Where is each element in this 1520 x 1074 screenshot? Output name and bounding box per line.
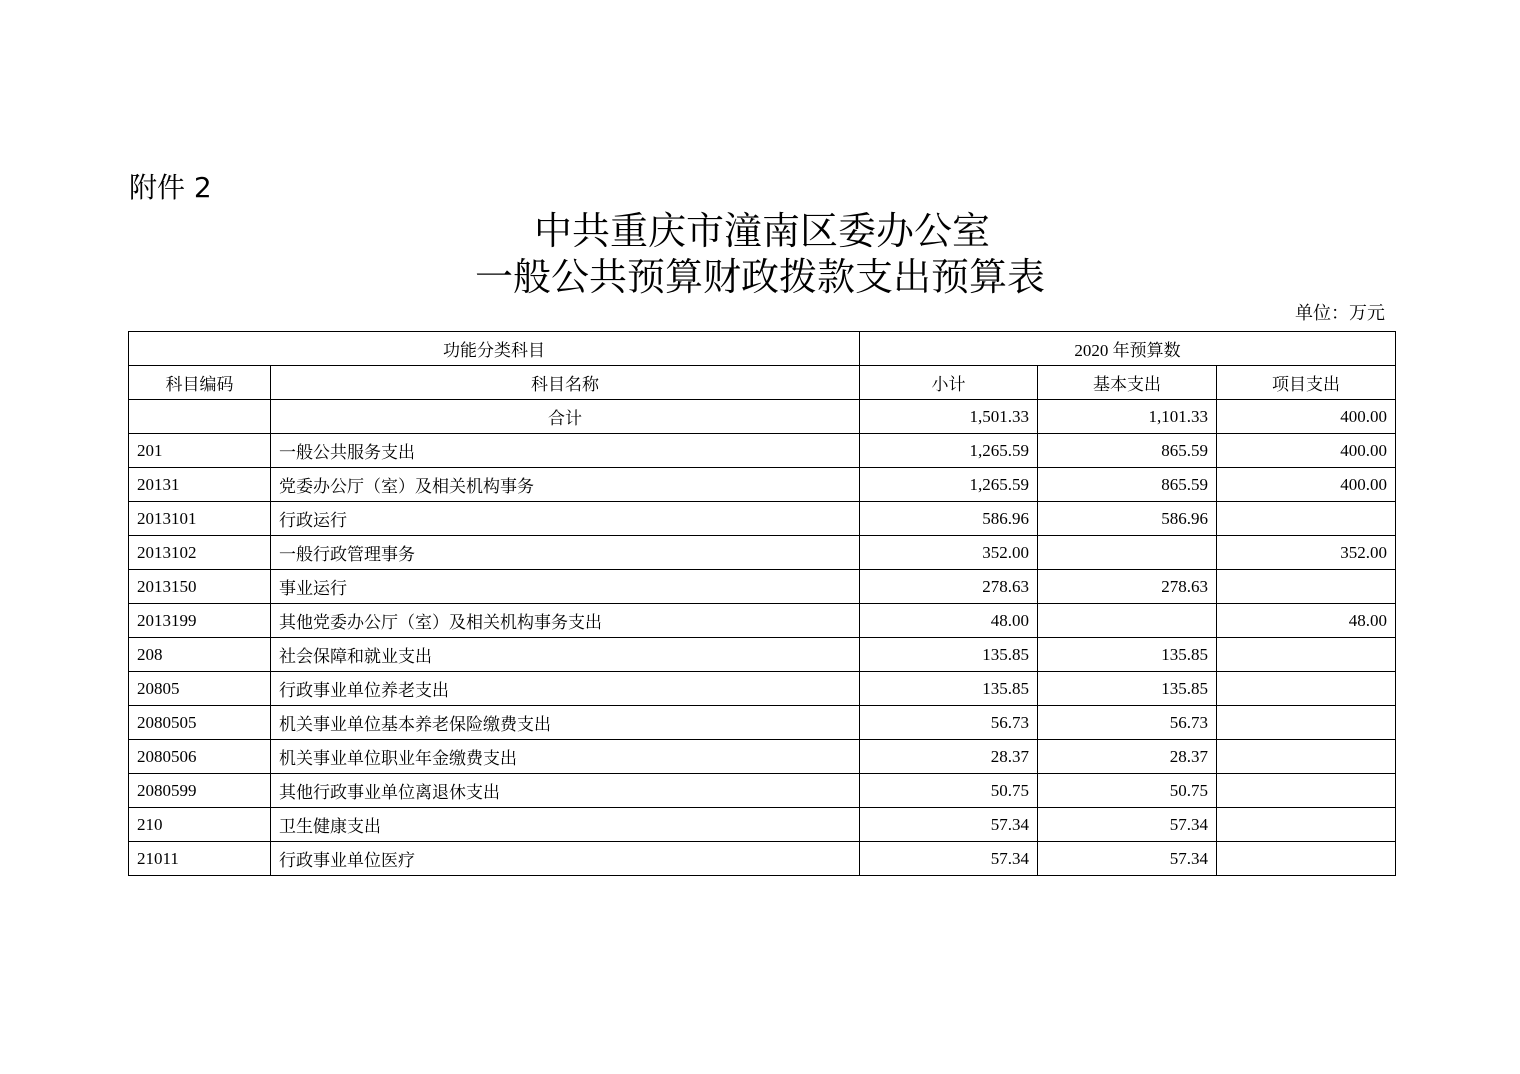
function-category-header: 功能分类科目 — [129, 332, 860, 366]
code-cell: 20805 — [129, 672, 271, 706]
basic-cell: 57.34 — [1038, 808, 1217, 842]
basic-cell: 865.59 — [1038, 434, 1217, 468]
total-basic-cell: 1,101.33 — [1038, 400, 1217, 434]
table-row — [129, 434, 1396, 468]
document-title-line2: 一般公共预算财政拨款支出预算表 — [474, 255, 1045, 299]
table-row — [129, 808, 1396, 842]
basic-column-header: 基本支出 — [1038, 366, 1217, 400]
table-row — [129, 638, 1396, 672]
name-cell: 一般公共服务支出 — [271, 434, 860, 468]
group-header-row — [129, 332, 1396, 366]
code-column-header: 科目编码 — [129, 366, 271, 400]
project-cell — [1217, 672, 1396, 706]
name-cell: 卫生健康支出 — [271, 808, 860, 842]
basic-cell: 586.96 — [1038, 502, 1217, 536]
code-cell: 2080599 — [129, 774, 271, 808]
project-cell: 352.00 — [1217, 536, 1396, 570]
unit-label: 单位：万元 — [1295, 303, 1385, 324]
code-cell: 21011 — [129, 842, 271, 876]
project-column-header: 项目支出 — [1217, 366, 1396, 400]
table-row — [129, 468, 1396, 502]
table-row — [129, 570, 1396, 604]
project-cell — [1217, 842, 1396, 876]
table-row — [129, 740, 1396, 774]
name-cell: 机关事业单位职业年金缴费支出 — [271, 740, 860, 774]
code-cell: 2013150 — [129, 570, 271, 604]
table-row — [129, 842, 1396, 876]
code-cell: 208 — [129, 638, 271, 672]
project-cell: 48.00 — [1217, 604, 1396, 638]
name-cell: 社会保障和就业支出 — [271, 638, 860, 672]
subtotal-cell: 48.00 — [860, 604, 1038, 638]
project-cell — [1217, 774, 1396, 808]
project-cell — [1217, 502, 1396, 536]
table-row — [129, 672, 1396, 706]
name-cell: 事业运行 — [271, 570, 860, 604]
code-cell: 201 — [129, 434, 271, 468]
basic-cell: 56.73 — [1038, 706, 1217, 740]
basic-cell — [1038, 536, 1217, 570]
budget-table — [128, 331, 1396, 876]
subtotal-cell: 278.63 — [860, 570, 1038, 604]
name-cell: 行政事业单位养老支出 — [271, 672, 860, 706]
column-header-row — [129, 366, 1396, 400]
table-row — [129, 604, 1396, 638]
subtotal-column-header: 小计 — [860, 366, 1038, 400]
code-cell: 2080505 — [129, 706, 271, 740]
name-cell: 行政事业单位医疗 — [271, 842, 860, 876]
table-row — [129, 502, 1396, 536]
name-column-header: 科目名称 — [271, 366, 860, 400]
basic-cell: 28.37 — [1038, 740, 1217, 774]
table-row — [129, 536, 1396, 570]
code-cell: 2013102 — [129, 536, 271, 570]
total-label-cell: 合计 — [271, 400, 860, 434]
table-row — [129, 774, 1396, 808]
project-cell — [1217, 706, 1396, 740]
code-cell: 20131 — [129, 468, 271, 502]
total-project-cell: 400.00 — [1217, 400, 1396, 434]
name-cell: 行政运行 — [271, 502, 860, 536]
basic-cell: 135.85 — [1038, 638, 1217, 672]
project-cell — [1217, 808, 1396, 842]
code-cell: 2080506 — [129, 740, 271, 774]
code-cell: 2013101 — [129, 502, 271, 536]
table-row — [129, 706, 1396, 740]
project-cell — [1217, 740, 1396, 774]
subtotal-cell: 57.34 — [860, 808, 1038, 842]
subtotal-cell: 28.37 — [860, 740, 1038, 774]
basic-cell: 50.75 — [1038, 774, 1217, 808]
subtotal-cell: 1,265.59 — [860, 468, 1038, 502]
subtotal-cell: 352.00 — [860, 536, 1038, 570]
subtotal-cell: 135.85 — [860, 672, 1038, 706]
subtotal-cell: 586.96 — [860, 502, 1038, 536]
name-cell: 机关事业单位基本养老保险缴费支出 — [271, 706, 860, 740]
subtotal-cell: 57.34 — [860, 842, 1038, 876]
name-cell: 党委办公厅（室）及相关机构事务 — [271, 468, 860, 502]
code-cell: 210 — [129, 808, 271, 842]
attachment-label: 附件 2 — [129, 171, 212, 204]
total-code-cell — [129, 400, 271, 434]
basic-cell: 57.34 — [1038, 842, 1217, 876]
name-cell: 其他党委办公厅（室）及相关机构事务支出 — [271, 604, 860, 638]
basic-cell: 278.63 — [1038, 570, 1217, 604]
name-cell: 其他行政事业单位离退休支出 — [271, 774, 860, 808]
project-cell — [1217, 638, 1396, 672]
basic-cell — [1038, 604, 1217, 638]
project-cell: 400.00 — [1217, 434, 1396, 468]
total-row — [129, 400, 1396, 434]
project-cell: 400.00 — [1217, 468, 1396, 502]
basic-cell: 135.85 — [1038, 672, 1217, 706]
subtotal-cell: 135.85 — [860, 638, 1038, 672]
subtotal-cell: 56.73 — [860, 706, 1038, 740]
budget-year-header: 2020 年预算数 — [860, 332, 1396, 366]
basic-cell: 865.59 — [1038, 468, 1217, 502]
subtotal-cell: 1,265.59 — [860, 434, 1038, 468]
subtotal-cell: 50.75 — [860, 774, 1038, 808]
code-cell: 2013199 — [129, 604, 271, 638]
document-title-line1: 中共重庆市潼南区委办公室 — [533, 209, 990, 253]
total-subtotal-cell: 1,501.33 — [860, 400, 1038, 434]
project-cell — [1217, 570, 1396, 604]
name-cell: 一般行政管理事务 — [271, 536, 860, 570]
